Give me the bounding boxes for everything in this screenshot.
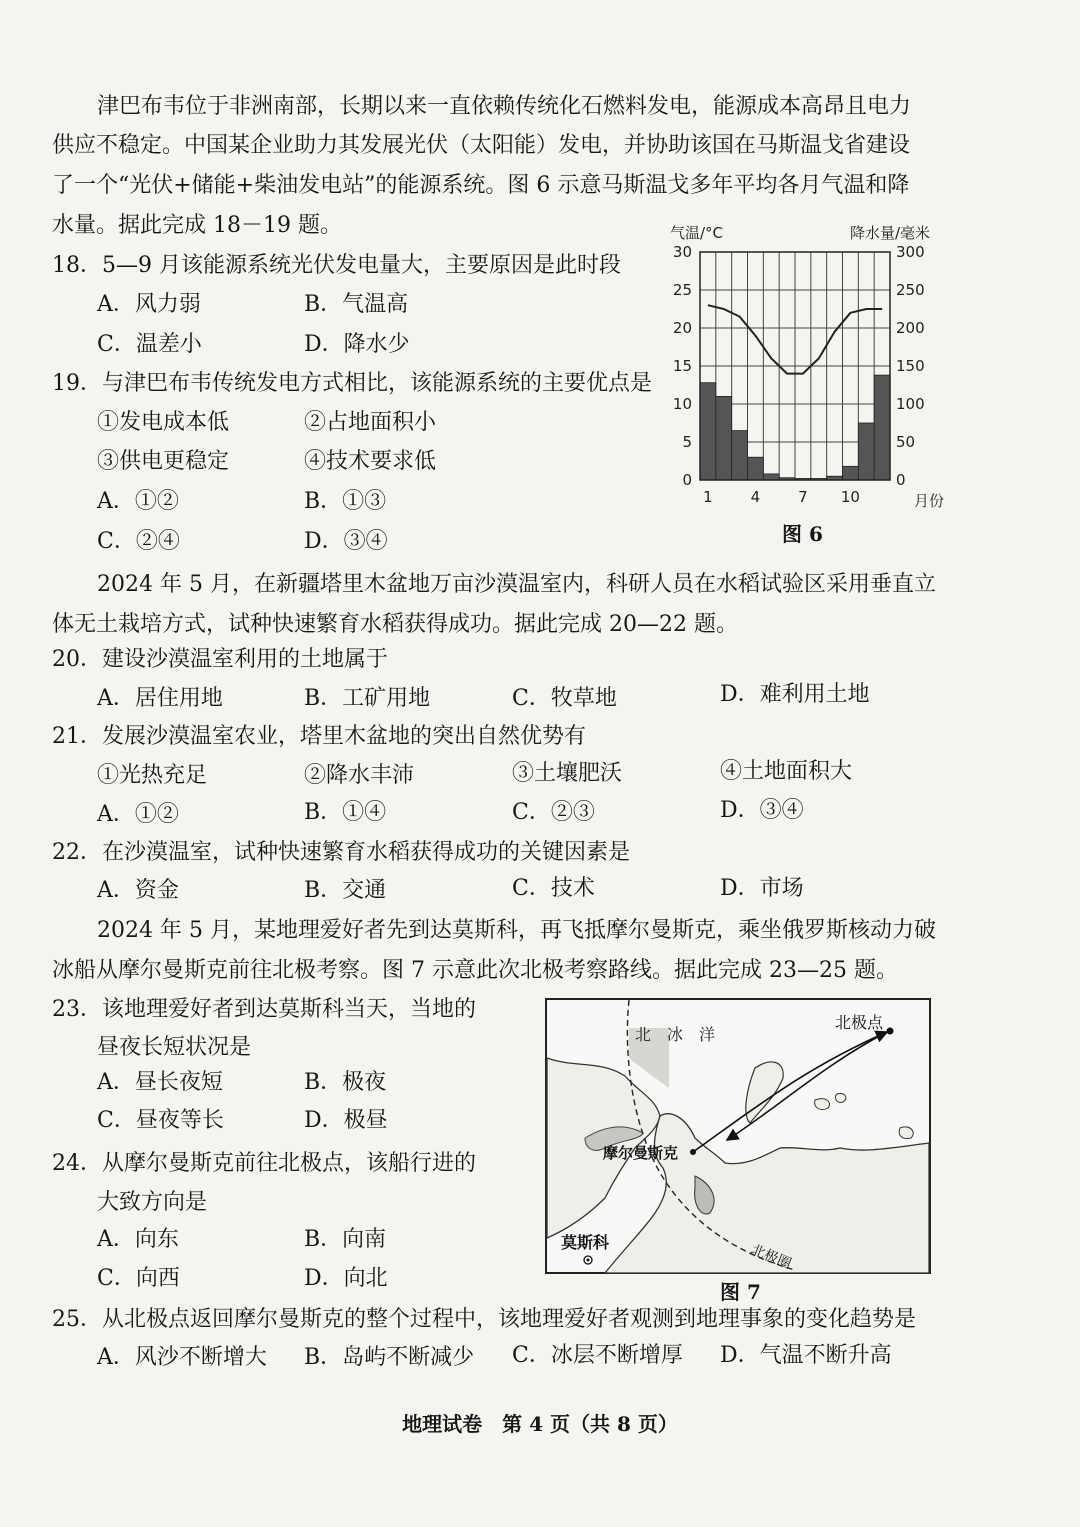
q25-option-c: C．冰层不断增厚 <box>512 1343 683 1368</box>
chart-right-tick-label: 200 <box>896 319 925 337</box>
chart-left-tick-label: 0 <box>682 471 692 489</box>
q25-option-d: D．气温不断升高 <box>720 1343 892 1368</box>
q21-option-b: B．①④ <box>304 800 387 825</box>
question-24-stem-cont: 大致方向是 <box>97 1190 208 1215</box>
chart-x-tick-label: 4 <box>750 488 761 506</box>
chart-left-tick-label: 10 <box>672 395 692 413</box>
north-pole-label: 北极点 <box>835 1013 884 1032</box>
chart-right-tick-label: 50 <box>896 433 916 451</box>
q18-option-a: A．风力弱 <box>97 292 201 317</box>
passage2-line2: 体无土栽培方式，试种快速繁育水稻获得成功。据此完成 20—22 题。 <box>52 612 738 637</box>
chart-right-tick-label: 300 <box>896 243 925 261</box>
q23-option-c: C．昼夜等长 <box>97 1108 224 1133</box>
q21-option-a: A．①② <box>97 802 179 827</box>
chart-right-tick-label: 0 <box>896 471 906 489</box>
passage3-line2: 冰船从摩尔曼斯克前往北极考察。图 7 示意此次北极考察路线。据此完成 23—25 题。 <box>52 958 898 983</box>
page-footer: 地理试卷 第 4 页（共 8 页） <box>402 1412 678 1436</box>
passage1-line1: 津巴布韦位于非洲南部，长期以来一直依赖传统化石燃料发电，能源成本高昂且电力 <box>97 94 912 119</box>
chart-right-axis-label: 降水量/毫米 <box>850 224 931 242</box>
q20-option-a: A．居住用地 <box>97 686 223 711</box>
chart-left-axis-label: 气温/°C <box>670 224 724 242</box>
passage1-line3: 了一个“光伏+储能+柴油发电站”的能源系统。图 6 示意马斯温戈多年平均各月气温和降 <box>52 173 910 198</box>
figure-6-caption: 图 6 <box>782 522 823 546</box>
q22-option-d: D．市场 <box>720 876 804 901</box>
q21-option-c: C．②③ <box>512 800 595 825</box>
chart-left-tick-label: 15 <box>672 357 692 375</box>
q18-option-c: C．温差小 <box>97 332 202 357</box>
chart-left-tick-label: 25 <box>672 281 692 299</box>
q19-statement-1: ①发电成本低 <box>97 410 230 435</box>
chart-left-tick-label: 20 <box>672 319 692 337</box>
passage1-line4: 水量。据此完成 18－19 题。 <box>52 213 342 238</box>
chart-x-tick-label: 1 <box>703 488 713 506</box>
murmansk-marker <box>690 1149 696 1155</box>
chart-right-tick-label: 250 <box>896 281 925 299</box>
climate-chart <box>662 218 952 518</box>
q19-option-c: C．②④ <box>97 529 180 554</box>
q23-option-a: A．昼长夜短 <box>97 1070 223 1095</box>
question-18-stem: 18．5—9 月该能源系统光伏发电量大，主要原因是此时段 <box>52 253 621 278</box>
q24-option-d: D．向北 <box>304 1266 388 1291</box>
q21-statement-1: ①光热充足 <box>97 763 208 788</box>
chart-bar <box>716 396 732 480</box>
question-24-stem: 24．从摩尔曼斯克前往北极点，该船行进的 <box>52 1151 476 1176</box>
chart-right-tick-label: 100 <box>896 395 925 413</box>
question-23-stem-cont: 昼夜长短状况是 <box>97 1035 252 1060</box>
q24-option-a: A．向东 <box>97 1227 179 1252</box>
q24-option-b: B．向南 <box>304 1227 387 1252</box>
q25-option-b: B．岛屿不断减少 <box>304 1345 475 1370</box>
q18-option-b: B．气温高 <box>304 292 409 317</box>
q21-statement-2: ②降水丰沛 <box>304 763 415 788</box>
chart-plot-area <box>673 243 925 506</box>
chart-bar <box>732 431 748 480</box>
question-22-stem: 22．在沙漠温室，试种快速繁育水稻获得成功的关键因素是 <box>52 840 630 865</box>
chart-bar <box>858 423 874 480</box>
q19-statement-2: ②占地面积小 <box>304 410 437 435</box>
q20-option-c: C．牧草地 <box>512 686 617 711</box>
question-25-stem: 25．从北极点返回摩尔曼斯克的整个过程中，该地理爱好者观测到地理事象的变化趋势是 <box>52 1307 916 1332</box>
q19-option-a: A．①② <box>97 489 179 514</box>
q18-option-d: D．降水少 <box>304 332 410 357</box>
figure-7-caption: 图 7 <box>720 1280 761 1304</box>
arctic-ocean-label: 北 冰 洋 <box>635 1025 716 1044</box>
q20-option-b: B．工矿用地 <box>304 686 431 711</box>
chart-left-tick-label: 5 <box>682 433 692 451</box>
q19-statement-3: ③供电更稳定 <box>97 449 230 474</box>
q19-option-b: B．①③ <box>304 489 387 514</box>
chart-month-label: 月份 <box>914 492 945 510</box>
north-pole-marker <box>887 1028 894 1035</box>
q23-option-b: B．极夜 <box>304 1070 387 1095</box>
question-21-stem: 21．发展沙漠温室农业，塔里木盆地的突出自然优势有 <box>52 724 586 749</box>
q22-option-a: A．资金 <box>97 878 179 903</box>
q25-option-a: A．风沙不断增大 <box>97 1345 267 1370</box>
question-20-stem: 20．建设沙漠温室利用的土地属于 <box>52 647 388 672</box>
chart-left-tick-label: 30 <box>672 243 692 261</box>
chart-x-tick-label: 7 <box>798 488 808 506</box>
q22-option-c: C．技术 <box>512 876 595 901</box>
q19-option-d: D．③④ <box>304 529 388 554</box>
q23-option-d: D．极昼 <box>304 1108 388 1133</box>
chart-right-tick-label: 150 <box>896 357 925 375</box>
chart-bar <box>874 375 890 480</box>
q21-statement-3: ③土壤肥沃 <box>512 761 623 786</box>
q21-statement-4: ④土地面积大 <box>720 759 853 784</box>
chart-bar <box>763 474 779 480</box>
chart-x-tick-label: 10 <box>840 488 860 506</box>
arctic-circle-label: 北极圈 <box>748 1241 794 1273</box>
arctic-route-map <box>545 998 931 1274</box>
q19-statement-4: ④技术要求低 <box>304 449 437 474</box>
passage2-line1: 2024 年 5 月，在新疆塔里木盆地万亩沙漠温室内，科研人员在水稻试验区采用垂直立 <box>97 572 936 597</box>
chart-bar <box>748 457 764 480</box>
moscow-label: 莫斯科 <box>561 1233 610 1252</box>
murmansk-label: 摩尔曼斯克 <box>603 1144 679 1162</box>
q20-option-d: D．难利用土地 <box>720 682 870 707</box>
chart-bar <box>700 383 716 480</box>
q21-option-d: D．③④ <box>720 798 804 823</box>
question-19-stem: 19．与津巴布韦传统发电方式相比，该能源系统的主要优点是 <box>52 371 652 396</box>
q22-option-b: B．交通 <box>304 878 387 903</box>
passage3-line1: 2024 年 5 月，某地理爱好者先到达莫斯科，再飞抵摩尔曼斯克，乘坐俄罗斯核动力破 <box>97 918 936 943</box>
passage1-line2: 供应不稳定。中国某企业助力其发展光伏（太阳能）发电，并协助该国在马斯温戈省建设 <box>52 133 911 158</box>
chart-bar <box>843 466 859 480</box>
question-23-stem: 23．该地理爱好者到达莫斯科当天，当地的 <box>52 997 476 1022</box>
q24-option-c: C．向西 <box>97 1266 180 1291</box>
